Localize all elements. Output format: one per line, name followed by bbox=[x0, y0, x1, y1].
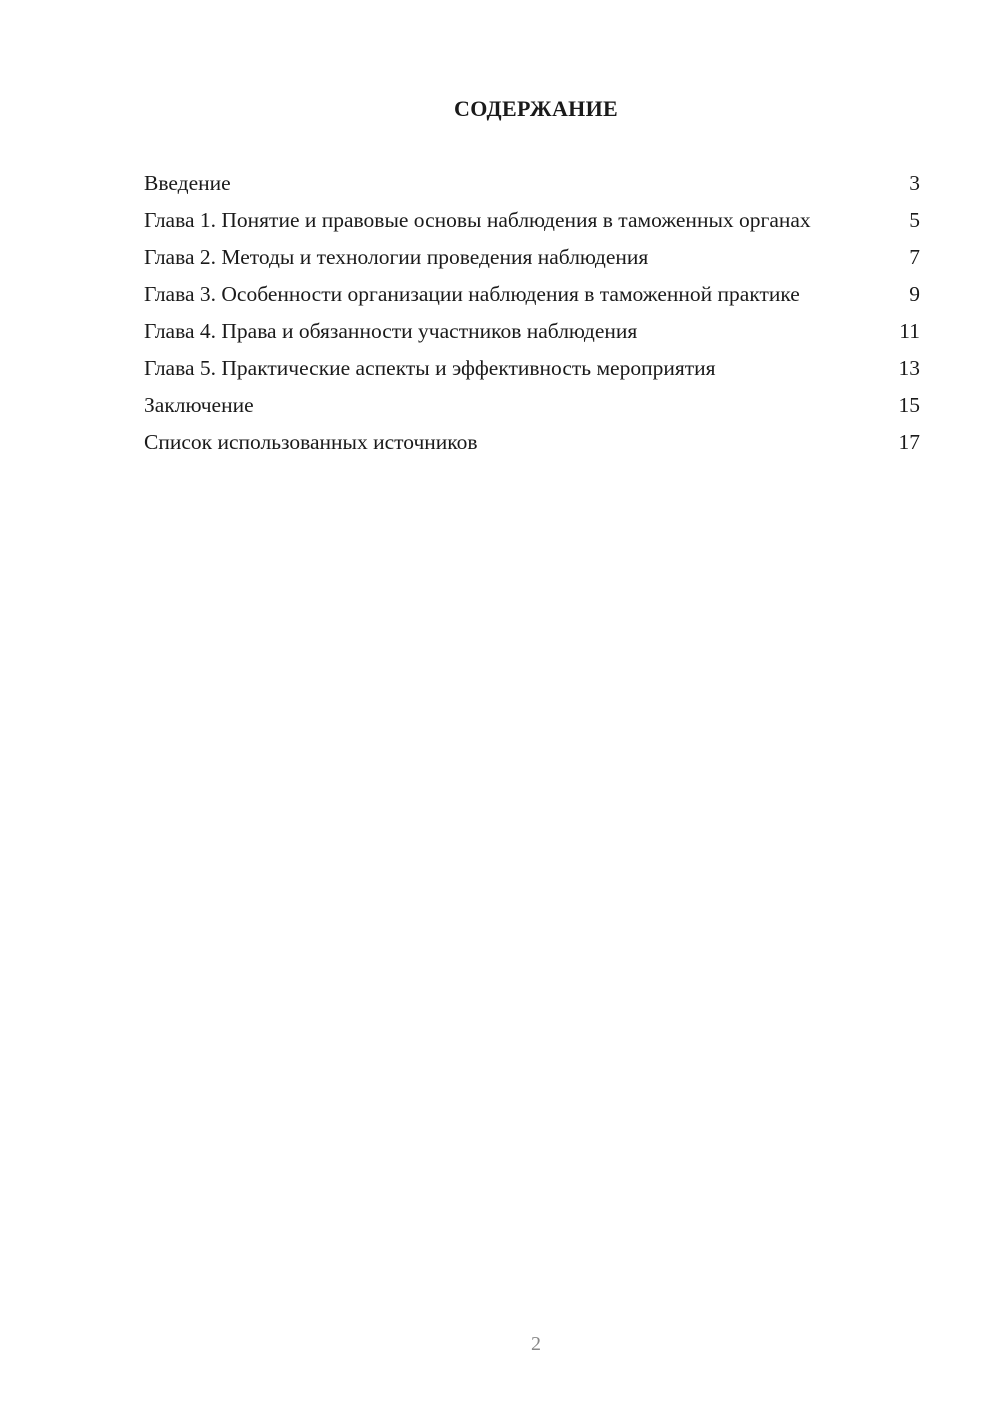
toc-entry-page: 3 bbox=[909, 171, 920, 195]
toc-entry-conclusion bbox=[144, 392, 920, 418]
toc-entry-page: 15 bbox=[898, 393, 920, 417]
toc-entry-title: Список использованных источников bbox=[144, 430, 478, 454]
toc-entry-references bbox=[144, 429, 920, 455]
toc-entry-page: 11 bbox=[899, 319, 920, 343]
toc-entry-page: 9 bbox=[909, 282, 920, 306]
page-number: 2 bbox=[531, 1333, 541, 1355]
toc-heading: СОДЕРЖАНИЕ bbox=[454, 96, 618, 121]
toc-entry-page: 7 bbox=[909, 245, 920, 269]
toc-entry-title: Глава 1. Понятие и правовые основы наблюдения в таможенных органах bbox=[144, 208, 811, 232]
toc-entry-title: Глава 5. Практические аспекты и эффективность мероприятия bbox=[144, 356, 716, 380]
toc-entry-title: Глава 4. Права и обязанности участников наблюдения bbox=[144, 319, 638, 343]
toc-entry-title: Заключение bbox=[144, 393, 254, 417]
toc-entry-chapter-4 bbox=[144, 318, 920, 344]
toc-entry-title: Глава 2. Методы и технологии проведения наблюдения bbox=[144, 245, 649, 269]
toc-entry-page: 13 bbox=[898, 356, 920, 380]
toc-entry-chapter-3 bbox=[144, 281, 920, 307]
table-of-contents bbox=[144, 170, 920, 466]
toc-entry-title: Глава 3. Особенности организации наблюдения в таможенной практике bbox=[144, 282, 800, 306]
toc-entry-page: 17 bbox=[898, 430, 920, 454]
toc-entry-chapter-1 bbox=[144, 207, 920, 233]
toc-entry-title: Введение bbox=[144, 171, 231, 195]
toc-entry-chapter-5 bbox=[144, 355, 920, 381]
toc-entry-page: 5 bbox=[909, 208, 920, 232]
toc-entry-introduction bbox=[144, 170, 920, 196]
toc-entry-chapter-2 bbox=[144, 244, 920, 270]
